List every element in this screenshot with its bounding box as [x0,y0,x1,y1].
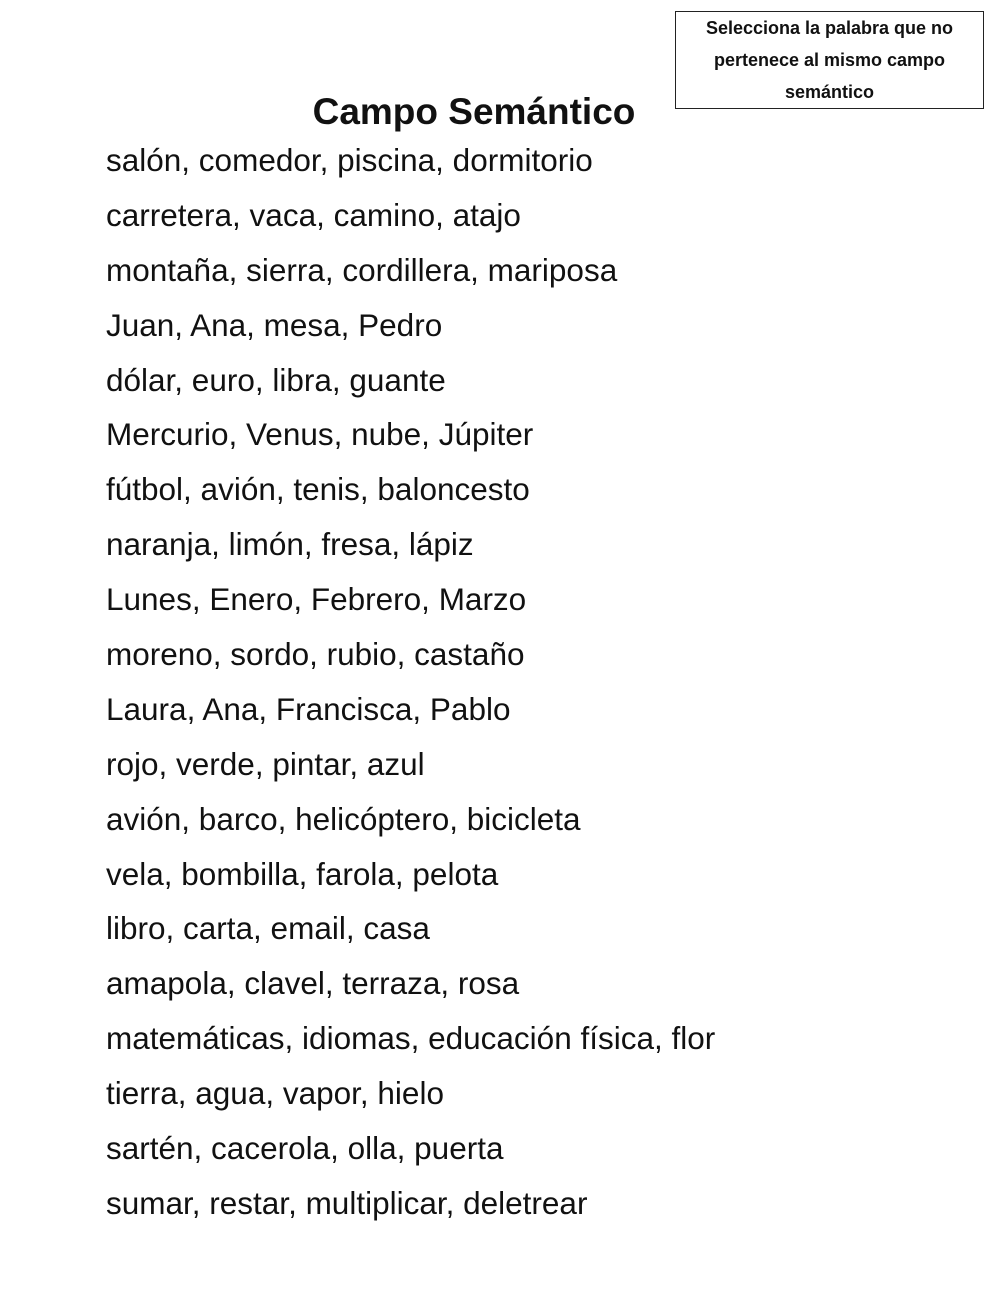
word-row[interactable]: sumar, restar, multiplicar, deletrear [106,1184,588,1221]
word-row[interactable]: Lunes, Enero, Febrero, Marzo [106,581,527,618]
word-row[interactable]: rojo, verde, pintar, azul [106,745,425,782]
word-row[interactable]: Laura, Ana, Francisca, Pablo [106,690,511,727]
word-row[interactable]: dólar, euro, libra, guante [106,361,446,398]
word-row[interactable]: tierra, agua, vapor, hielo [106,1075,444,1112]
word-row[interactable]: montaña, sierra, cordillera, mariposa [106,251,618,288]
word-row[interactable]: avión, barco, helicóptero, bicicleta [106,800,581,837]
word-list [106,133,715,1231]
word-row[interactable]: Juan, Ana, mesa, Pedro [106,306,443,343]
word-row[interactable]: vela, bombilla, farola, pelota [106,855,499,892]
page-title: Campo Semántico [312,91,636,132]
word-row[interactable]: sartén, cacerola, olla, puerta [106,1130,504,1167]
word-row[interactable]: moreno, sordo, rubio, castaño [106,636,525,673]
word-row[interactable]: carretera, vaca, camino, atajo [106,196,521,233]
word-row[interactable]: matemáticas, idiomas, educación física, flor [106,1020,716,1057]
word-row[interactable]: libro, carta, email, casa [106,910,430,947]
word-row[interactable]: naranja, limón, fresa, lápiz [106,526,474,563]
word-row[interactable]: Mercurio, Venus, nube, Júpiter [106,416,534,453]
instruction-text: Selecciona la palabra que no pertenece al mismo campo semántico [705,18,954,102]
word-row[interactable]: salón, comedor, piscina, dormitorio [106,142,593,178]
word-row[interactable]: fútbol, avión, tenis, baloncesto [106,471,530,508]
word-row[interactable]: amapola, clavel, terraza, rosa [106,965,520,1002]
